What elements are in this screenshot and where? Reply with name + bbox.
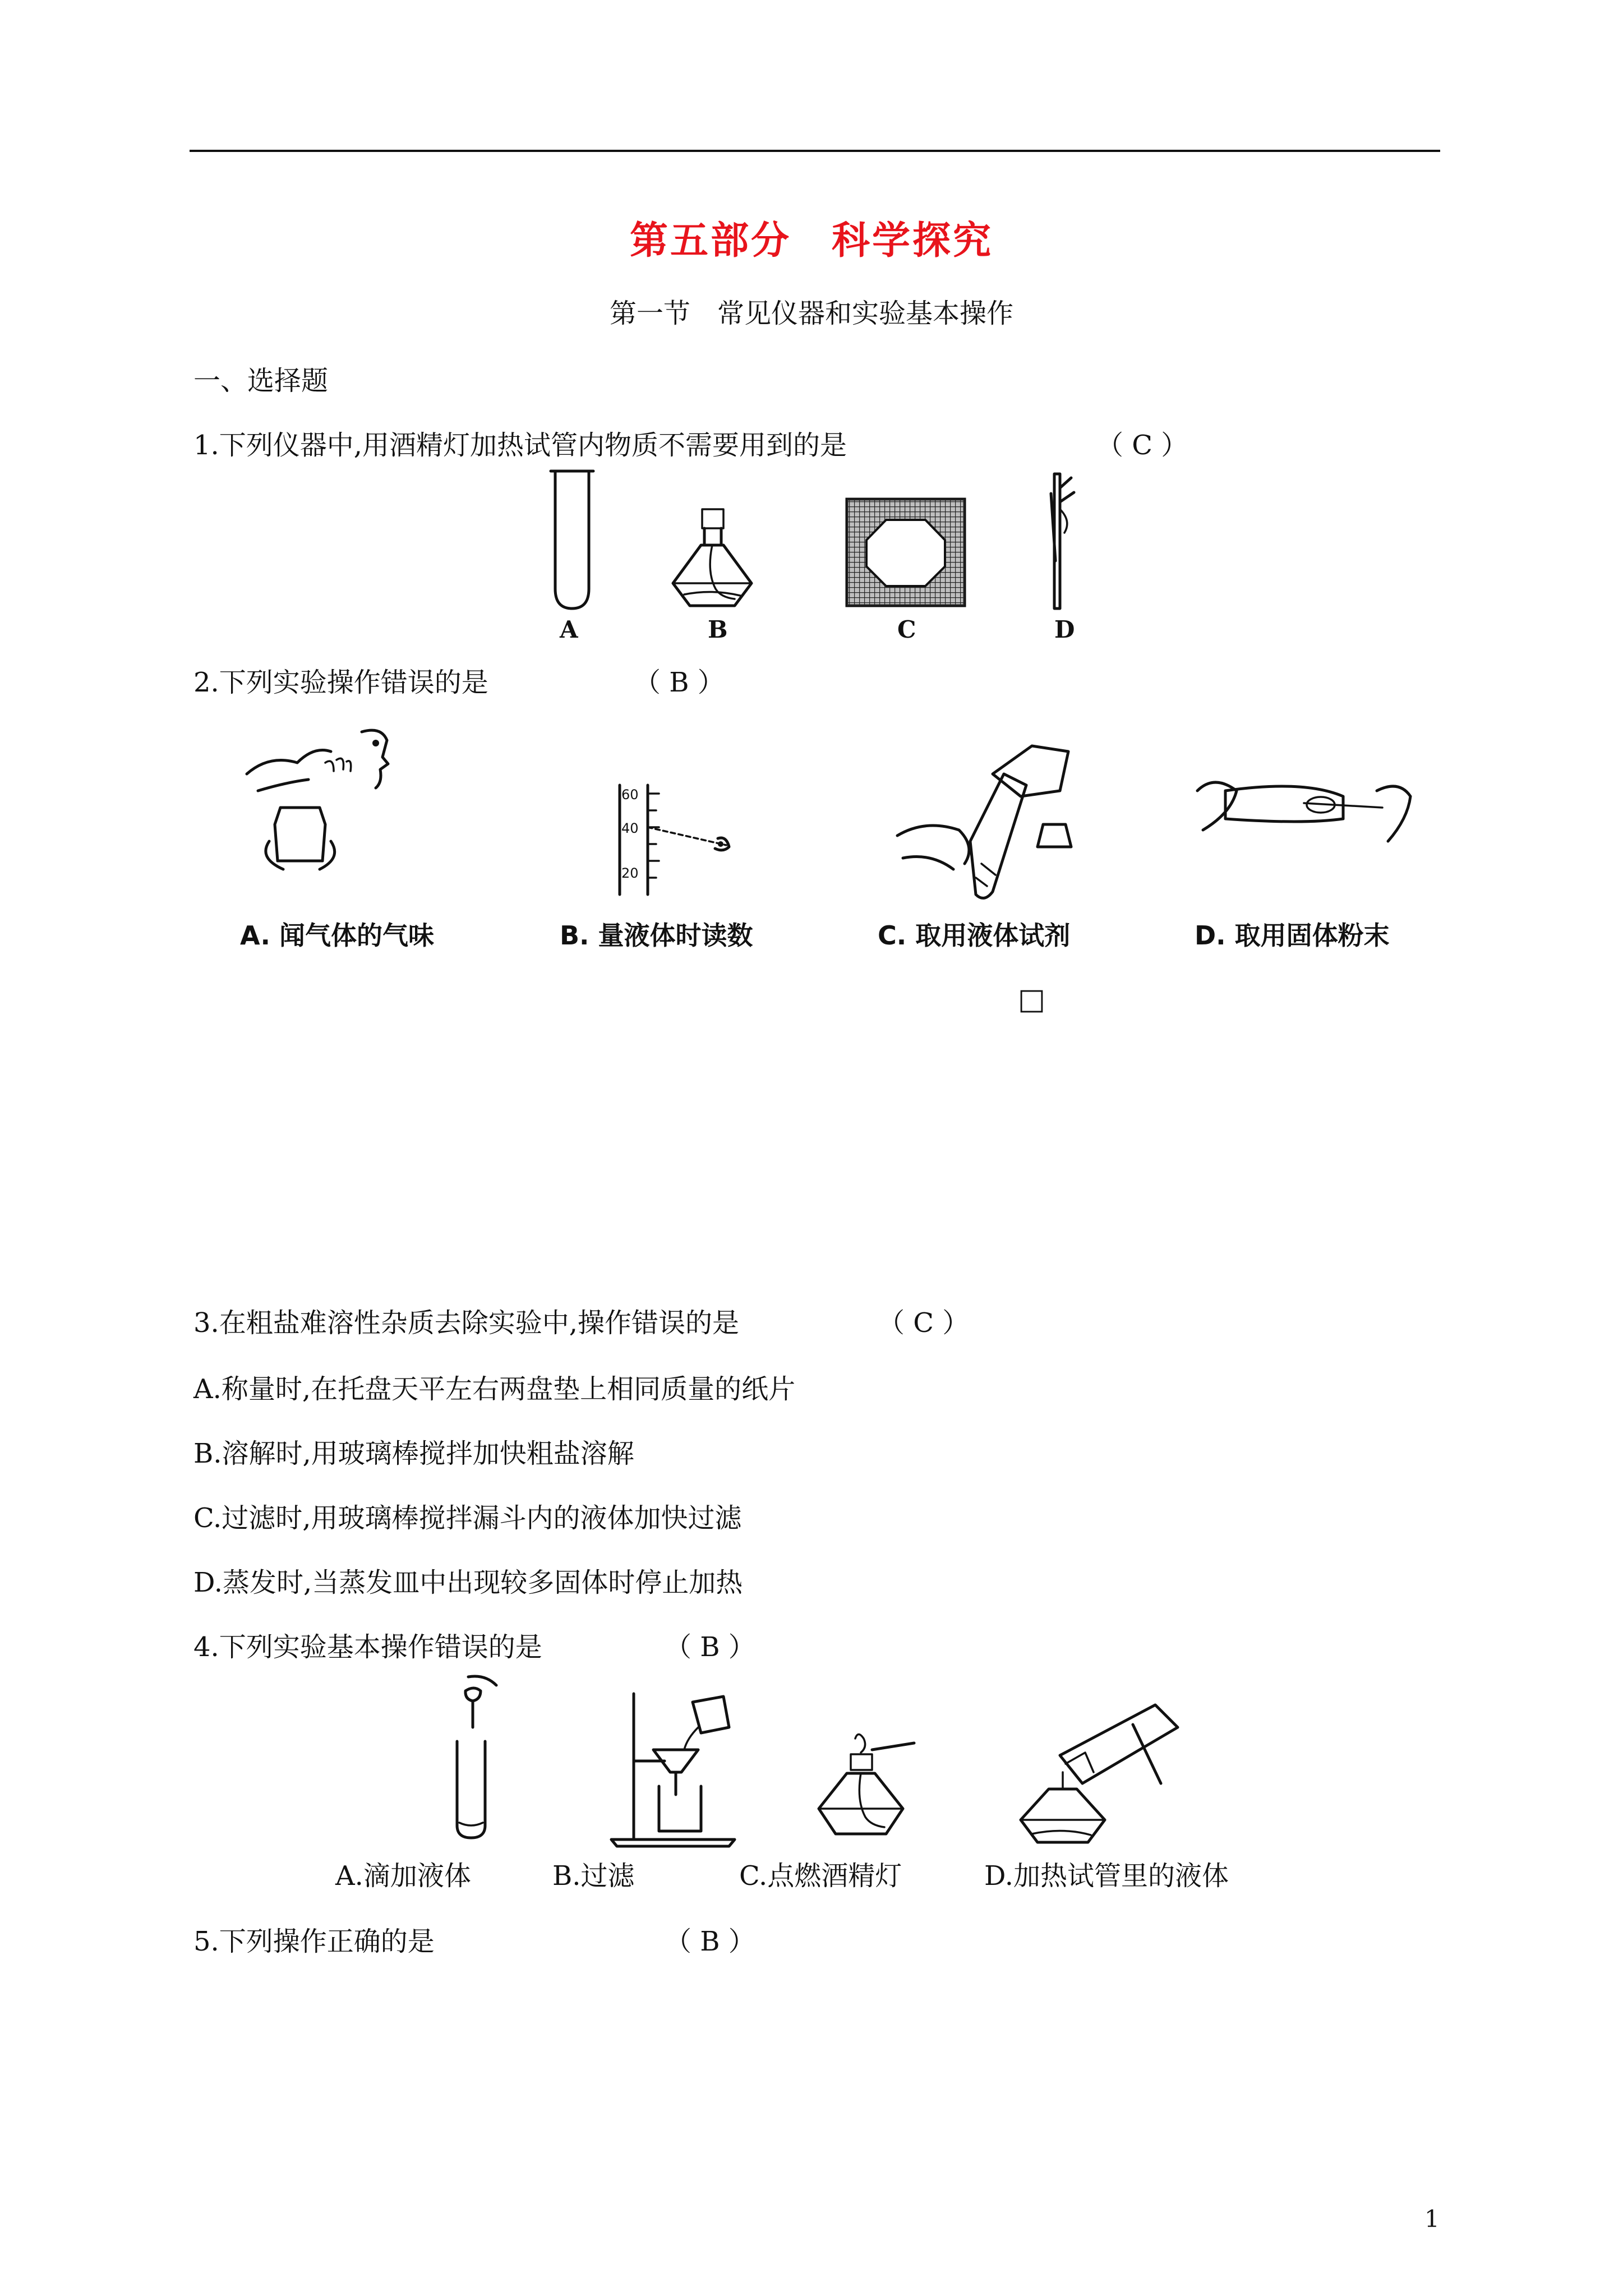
q3-stem: 3.在粗盐难溶性杂质去除实验中,操作错误的是 [193,1307,740,1339]
q1-label-b: B [708,616,728,643]
q1-label-d: D [1054,616,1075,643]
q3-option-b: B.溶解时,用玻璃棒搅拌加快粗盐溶解 [193,1438,634,1469]
wire-gauze-figure [844,496,967,608]
q4-stem: 4.下列实验基本操作错误的是 [193,1631,542,1663]
q2-caption-c: C. 取用液体试剂 [878,920,1071,951]
cylinder-tick-20: 20 [621,865,639,881]
alcohol-lamp-figure [667,505,763,611]
q5-answer: （ B ） [665,1926,755,1957]
test-tube-holder-figure [1043,471,1088,611]
test-tube-figure [538,465,606,611]
q3-option-c: C.过滤时,用玻璃棒搅拌漏斗内的液体加快过滤 [193,1502,742,1534]
q3-option-d: D.蒸发时,当蒸发皿中出现较多固体时停止加热 [193,1567,743,1598]
q3-answer: （ C ） [878,1307,970,1339]
section-heading: 一、选择题 [193,365,329,397]
heat-liquid-figure [1015,1694,1189,1845]
cylinder-tick-40: 40 [621,820,639,836]
q1-label-a: A [560,616,578,643]
take-liquid-figure [892,735,1077,903]
q4-caption-d: D.加热试管里的液体 [984,1860,1229,1892]
q2-caption-d: D. 取用固体粉末 [1195,920,1390,951]
q4-caption-b: B.过滤 [552,1860,635,1892]
header-rule [190,150,1440,152]
cylinder-tick-60: 60 [621,787,639,803]
take-powder-figure [1192,768,1416,858]
q2-stem: 2.下列实验操作错误的是 [193,667,488,698]
q4-answer: （ B ） [665,1631,755,1663]
stray-box-mark: □ [1018,983,1046,1016]
light-lamp-figure [816,1733,917,1839]
q4-caption-a: A.滴加液体 [335,1860,471,1892]
filtration-figure [608,1688,737,1848]
q2-answer: （ B ） [634,667,725,698]
q2-caption-a: A. 闻气体的气味 [240,920,434,951]
smell-gas-figure [236,729,404,875]
q5-stem: 5.下列操作正确的是 [193,1926,435,1957]
dropping-liquid-figure [440,1674,508,1842]
q2-caption-b: B. 量液体时读数 [560,920,753,951]
section-title: 第一节 常见仪器和实验基本操作 [609,298,1013,329]
q1-answer: （ C ） [1096,430,1188,461]
q4-caption-c: C.点燃酒精灯 [739,1860,902,1892]
q3-option-a: A.称量时,在托盘天平左右两盘垫上相同质量的纸片 [193,1373,796,1405]
q1-label-c: C [897,616,916,643]
part-title: 第五部分 科学探究 [629,218,993,263]
page-number: 1 [1424,2205,1440,2233]
q1-stem: 1.下列仪器中,用酒精灯加热试管内物质不需要用到的是 [193,430,847,461]
